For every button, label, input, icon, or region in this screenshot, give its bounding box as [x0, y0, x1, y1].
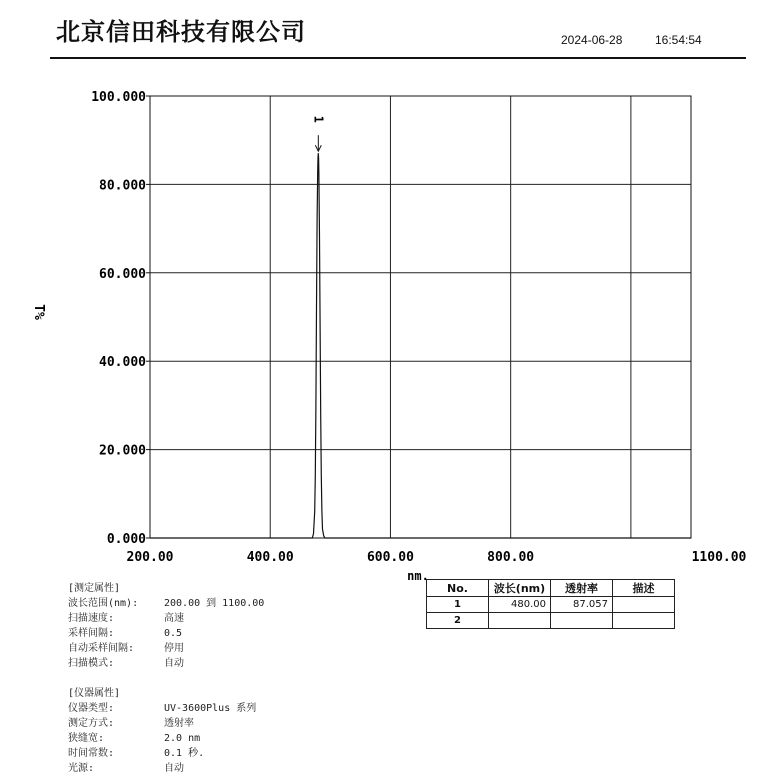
instrument-key: 仪器类型: [68, 703, 115, 714]
measure-key: 扫描速度: [68, 613, 115, 624]
measure-row [68, 626, 264, 641]
instrument-value: 0.1 秒. [164, 748, 205, 759]
measure-value: 0.5 [164, 628, 183, 639]
peak-annotations [311, 116, 325, 152]
x-tick-label: 800.00 [487, 550, 535, 565]
peak-table-header: 透射率 [551, 580, 613, 597]
y-tick-label: 0.000 [106, 532, 146, 547]
measure-key: 波长范围(nm): [68, 598, 139, 609]
table-row [427, 613, 675, 629]
peak-label: 1 [311, 115, 326, 123]
spectrum-line [150, 153, 691, 538]
report-time: 16:54:54 [655, 33, 702, 47]
instrument-row [68, 701, 256, 716]
instrument-section-title: [仪器属性] [68, 688, 121, 699]
y-tick-label: 20.000 [99, 443, 146, 459]
peak-table-header: 波长(nm) [489, 580, 551, 597]
peak-table-cell: 2 [427, 613, 489, 629]
instrument-key: 狭缝宽: [68, 733, 105, 744]
instrument-value: UV-3600Plus 系列 [164, 703, 257, 714]
peak-table-cell [613, 597, 675, 613]
peak-table [426, 579, 675, 629]
y-axis-label: T% [31, 304, 46, 320]
y-tick-label: 40.000 [99, 355, 146, 371]
instrument-row [68, 731, 256, 746]
peak-table-cell: 480.00 [489, 597, 551, 613]
x-tick-label: 1100.00 [691, 550, 747, 565]
instrument-row [68, 761, 256, 776]
x-axis-label: nm. [407, 569, 429, 580]
measure-row [68, 611, 264, 626]
measure-key: 自动采样间隔: [68, 643, 135, 654]
company-name: 北京信田科技有限公司 [56, 18, 306, 46]
instrument-value: 自动 [164, 763, 184, 774]
instrument-value: 2.0 nm [164, 733, 201, 744]
measure-value: 高速 [164, 613, 184, 624]
peak-table-cell [613, 613, 675, 629]
instrument-key: 测定方式: [68, 718, 115, 729]
instrument-properties [68, 684, 256, 776]
measure-key: 采样间隔: [68, 628, 115, 639]
measure-key: 扫描模式: [68, 658, 115, 669]
x-axis-ticks [127, 550, 747, 565]
peak-table-cell [489, 613, 551, 629]
y-tick-label: 100.000 [91, 90, 146, 105]
instrument-key: 时间常数: [68, 748, 115, 759]
y-axis-ticks [91, 90, 150, 547]
measure-section-title: [测定属性] [68, 583, 121, 594]
peak-table-cell: 87.057 [551, 597, 613, 613]
instrument-row [68, 716, 256, 731]
plot-frame [150, 96, 691, 538]
x-tick-label: 400.00 [246, 550, 294, 565]
instrument-value: 透射率 [164, 718, 194, 729]
x-tick-label: 200.00 [126, 550, 174, 565]
peak-table-cell [551, 613, 613, 629]
peak-table-header: No. [427, 580, 489, 597]
y-tick-label: 80.000 [99, 178, 146, 194]
chart-grid [150, 96, 691, 538]
peak-table-cell: 1 [427, 597, 489, 613]
instrument-key: 光源: [68, 763, 95, 774]
measure-row [68, 656, 264, 671]
measure-value: 200.00 到 1100.00 [164, 598, 265, 609]
measure-row [68, 641, 264, 656]
measure-value: 自动 [164, 658, 184, 669]
report-date: 2024-06-28 [561, 33, 623, 47]
measure-properties [68, 579, 264, 671]
instrument-row [68, 746, 256, 761]
measure-value: 停用 [164, 643, 184, 654]
y-tick-label: 60.000 [99, 266, 146, 282]
table-row [427, 597, 675, 613]
x-tick-label: 600.00 [366, 550, 414, 565]
peak-table-header: 描述 [613, 580, 675, 597]
measure-row [68, 596, 264, 611]
